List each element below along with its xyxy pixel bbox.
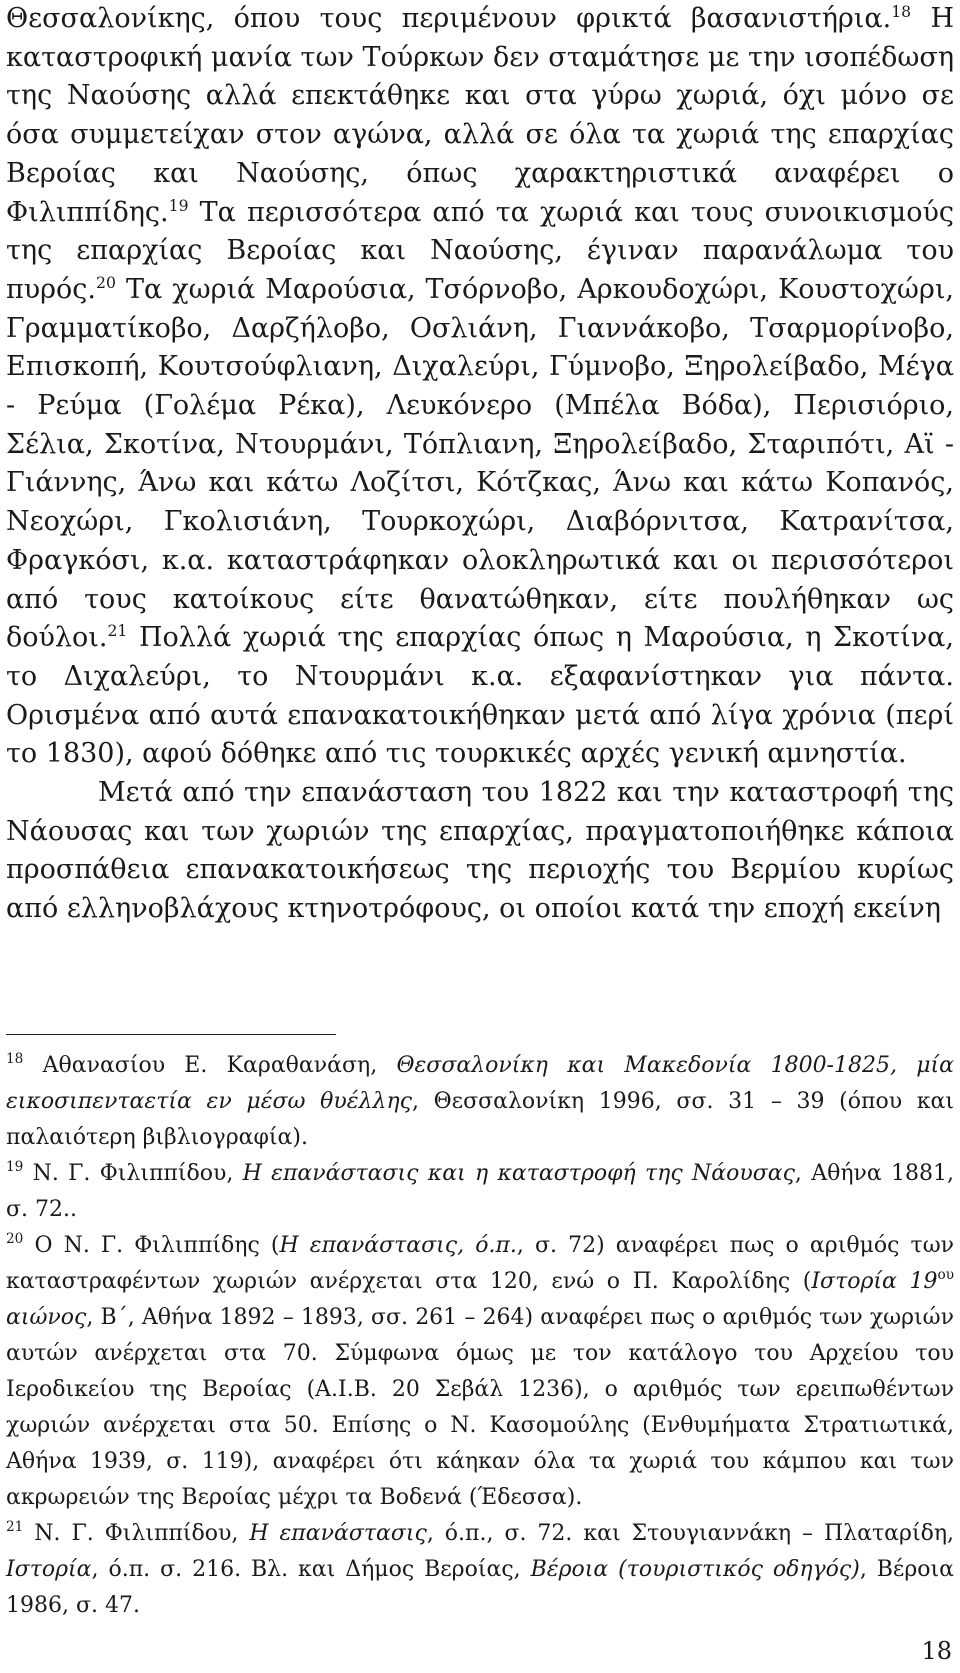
footnote-19 (6, 1156, 954, 1228)
italic-title: Ιστορία (6, 1557, 92, 1582)
text-run: Θεσσαλονίκης, όπου τους περιμένουν φρικτά βασανιστήρια. (6, 3, 892, 34)
text-run: Ο Ν. Γ. Φιλιππίδης ( (23, 1233, 280, 1258)
footnote-number: 18 (6, 1051, 24, 1068)
italic-title: Ιστορία 19 (811, 1269, 938, 1294)
footnote-separator (6, 1034, 336, 1035)
footnote-ref-18[interactable]: 18 (891, 1, 912, 21)
text-run: , Θεσσαλονίκη 1996, σσ. 31 – 39 (όπου και παλαιότερη βιβλιογραφία). (6, 1089, 954, 1150)
page-number: 18 (921, 1637, 952, 1665)
italic-title: Η επανάστασις (249, 1521, 427, 1546)
italic-title: Θεσσαλονίκη και Μακεδονία 1800-1825, μία εικοσιπενταετία εν μέσω θυέλλης (6, 1053, 954, 1114)
italic-title: Βέροια (τουριστικός οδηγός) (530, 1557, 860, 1582)
paragraph-1 (6, 0, 954, 774)
text-run: Ν. Γ. Φιλιππίδου, (23, 1521, 250, 1546)
footnote-ref-19[interactable]: 19 (168, 195, 189, 215)
footnote-number: 21 (6, 1519, 24, 1536)
paragraph-2: Μετά από την επανάσταση του 1822 και την καταστροφή της Νάουσας και των χωριών της επαρχίας, πραγματοποιήθηκε κάποια προσπάθεια επανακατοικήσεως της περιοχής του Βερμίου κυρίως από ελληνοβλάχους κτηνοτρόφους, οι οποίοι κατά την εποχή εκείνη (6, 777, 954, 925)
text-run: Τα περισσότερα από τα χωριά και τους συνοικισμούς της επαρχίας Βεροίας και Ναούσης, έγιναν παρανάλωμα του πυρός. (6, 196, 954, 305)
text-run: Αθανασίου Ε. Καραθανάση, (23, 1053, 397, 1078)
ordinal-superscript: ου (937, 1267, 954, 1284)
footnote-ref-21[interactable]: 21 (107, 621, 128, 641)
footnote-number: 20 (6, 1231, 24, 1248)
text-run: Πολλά χωριά της επαρχίας όπως η Μαρούσια, η Σκοτίνα, το Διχαλεύρι, το Ντουρμάνι κ.α. εξαφανίστηκαν για πάντα. Ορισμένα από αυτά επανακατοικήθηκαν μετά από λίγα χρόνια (περί το 1830), αφού δόθηκε από τις τουρκικές αρχές γενική αμνηστία. (6, 622, 954, 770)
italic-title: αιώνος (6, 1305, 87, 1330)
footnote-ref-20[interactable]: 20 (96, 272, 116, 292)
text-run: Η καταστροφική μανία των Τούρκων δεν σταμάτησε με την ισοπέδωση της Ναούσης αλλά επεκτάθηκε και στα γύρω χωριά, όχι μόνο σε όσα συμμετείχαν στον αγώνα, αλλά σε όλα τα χωριά της επαρχίας Βεροίας και Ναούσης, όπως χαρακτηριστικά αναφέρει ο Φιλιππίδης. (6, 3, 954, 228)
text-run: Τα χωριά Μαρούσια, Τσόρνοβο, Αρκουδοχώρι, Κουστοχώρι, Γραμματίκοβο, Δαρζήλοβο, Οσλιάνη, Γιαννάκοβο, Τσαρμορίνοβο, Επισκοπή, Κουτσούφλιανη, Διχαλεύρι, Γύμνοβο, Ξηρολείβαδο, Μέγα - Ρεύμα (Γολέμα Ρέκα), Λευκόνερο (Μπέλα Βόδα), Περισιόριο, Σέλια, Σκοτίνα, Ντουρμάνι, Τόπλιανη, Ξηρολείβαδο, Σταριπότι, Αϊ - Γιάννης, Άνω και κάτω Λοζίτσι, Κότζκας, Άνω και κάτω Κοπανός, Νεοχώρι, Γκολισιάνη, Τουρκοχώρι, Διαβόρνιτσα, Κατρανίτσα, Φραγκόσι, κ.α. καταστράφηκαν ολοκληρωτικά και οι περισσότεροι από τους κατοίκους είτε θανατώθηκαν, είτε πουλήθηκαν ως δούλοι. (6, 273, 954, 654)
body-text (6, 0, 954, 929)
text-run: , σ. 72) αναφέρει πως ο αριθμός των καταστραφέντων χωριών ανέρχεται στα 120, ενώ ο Π. Καρολίδης ( (6, 1233, 955, 1294)
text-run: , ό.π. σ. 216. Βλ. και Δήμος Βεροίας, (91, 1557, 531, 1582)
text-run: , Βέροια 1986, σ. 47. (6, 1557, 954, 1618)
text-run: Ν. Γ. Φιλιππίδου, (23, 1161, 243, 1186)
italic-title: Η επανάστασις και η καταστροφή της Νάουσας (242, 1161, 795, 1186)
footnote-21 (6, 1516, 954, 1624)
text-run: , Αθήνα 1881, σ. 72.. (6, 1161, 955, 1222)
footnote-20 (6, 1228, 954, 1516)
footnotes (6, 1048, 954, 1624)
footnote-number: 19 (6, 1159, 24, 1176)
footnote-18 (6, 1048, 954, 1156)
italic-title: Η επανάστασις, ό.π. (279, 1233, 517, 1258)
text-run: , Β΄, Αθήνα 1892 – 1893, σσ. 261 – 264) αναφέρει πως ο αριθμός των χωριών αυτών ανέρχεται στα 70. Σύμφωνα όμως με τον κατάλογο του Αρχείου του Ιεροδικείου της Βεροίας (Α.Ι.Β. 20 Σεβάλ 1236), ο αριθμός των ερειπωθέντων χωριών ανέρχεται στα 50. Επίσης ο Ν. Κασομούλης (Ενθυμήματα Στρατιωτικά, Αθήνα 1939, σ. 119), αναφέρει ότι κάηκαν όλα τα χωριά του κάμπου και των ακρωρειών της Βεροίας μέχρι τα Βοδενά (Έδεσσα). (6, 1305, 954, 1510)
text-run: , ό.π., σ. 72. και Στουγιαννάκη – Πλαταρίδη, (426, 1521, 954, 1546)
